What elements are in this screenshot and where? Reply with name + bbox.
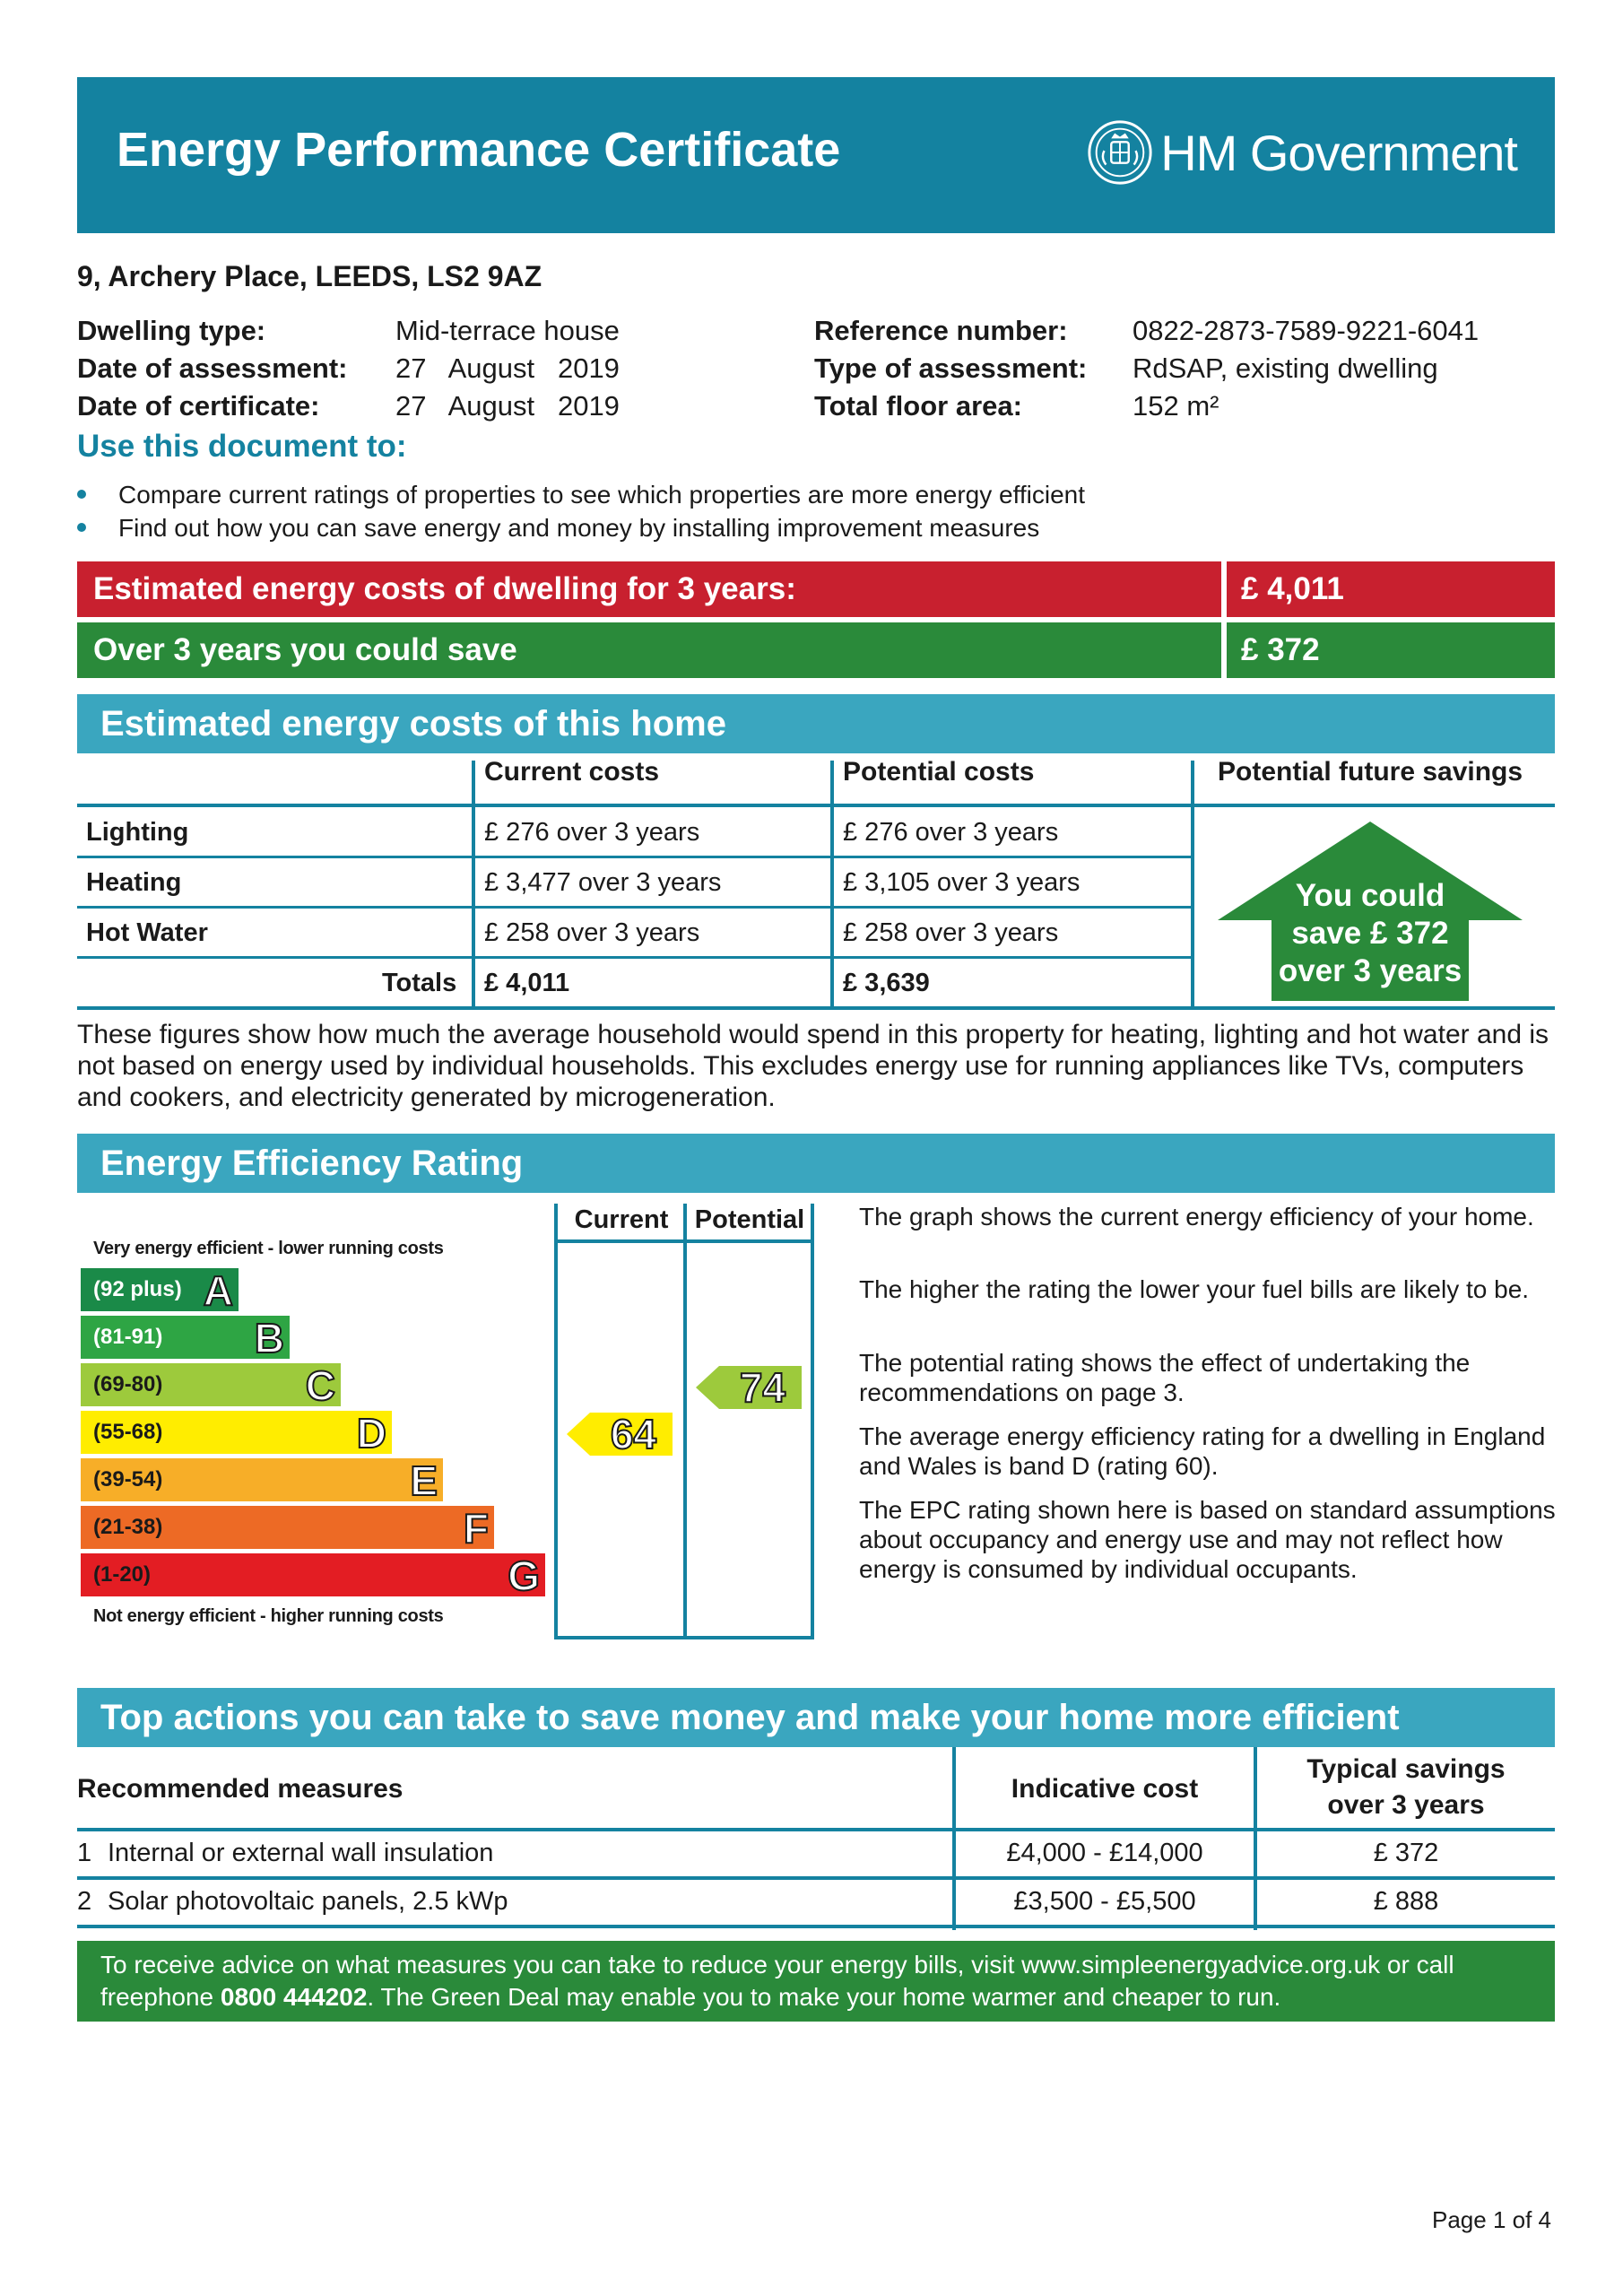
reference-number-label: Reference number: [814,315,1068,346]
band-letter: C [305,1362,335,1409]
total-current-cost: £ 4,011 [484,969,570,997]
savings-header-sub: over 3 years [1327,1790,1485,1820]
assessment-date-label: Date of assessment: [77,352,348,384]
list-item: Find out how you can save energy and money by installing improvement measures [77,511,1085,544]
band-range: (69-80) [93,1372,163,1396]
certificate-date-value: 27 August 2019 [395,390,620,422]
efficient-note: Very energy efficient - lower running costs [93,1239,444,1258]
chart-frame [554,1636,814,1639]
lighting-current-cost: £ 276 over 3 years [484,818,700,847]
measure-name: Internal or external wall insulation [108,1839,494,1867]
total-potential-cost: £ 3,639 [843,969,930,997]
hot-water-potential-cost: £ 258 over 3 years [843,918,1059,947]
row-divider [77,956,1191,959]
heating-label: Heating [86,868,182,897]
band-letter: G [508,1552,540,1599]
savings-header: Typical savings [1306,1754,1506,1784]
heating-current-cost: £ 3,477 over 3 years [484,868,722,897]
band-letter: F [463,1505,489,1552]
savings-arrow-line: over 3 years [1278,953,1462,988]
savings-arrow-line: save £ 372 [1291,916,1449,951]
band-letter: A [203,1267,233,1314]
current-rating-value: 64 [610,1410,656,1457]
freephone-number: 0800 444202 [220,1983,368,2011]
estimated-cost-label: Estimated energy costs of dwelling for 3 years: [77,561,1221,617]
advice-text: To receive advice on what measures you can take to reduce your energy bills, visit www.simpleenergyadvice.org.uk or call freephone [100,1951,1454,2011]
band-range: (92 plus) [93,1277,182,1301]
page-number: Page 1 of 4 [1432,2206,1551,2233]
brand-text: HM Government [1160,124,1517,181]
hm-government-logo [1085,117,1517,188]
row-divider [77,1828,1555,1831]
rating-band-c [81,1362,341,1409]
actions-section-heading: Top actions you can take to save money and make your home more efficient [77,1688,1555,1747]
row-divider [77,856,1191,858]
row-divider [77,1006,1555,1010]
measure-cost: £4,000 - £14,000 [1006,1839,1203,1867]
measures-header: Recommended measures [77,1774,404,1804]
assessment-type-value: RdSAP, existing dwelling [1133,352,1438,384]
savings-arrow-text [1216,877,1524,990]
measure-saving: £ 372 [1373,1839,1439,1867]
assessment-date-value: 27 August 2019 [395,352,620,384]
band-range: (1-20) [93,1562,152,1587]
band-letter: E [410,1457,438,1504]
band-range: (55-68) [93,1420,163,1444]
royal-crest-icon [1085,117,1155,187]
row-divider [77,906,1191,909]
use-document-heading: Use this document to: [77,429,407,464]
band-range: (21-38) [93,1515,163,1539]
dwelling-type-value: Mid-terrace house [395,315,620,346]
rating-band-e [81,1457,443,1504]
measure-cost: £3,500 - £5,500 [1013,1887,1196,1916]
band-letter: D [356,1410,386,1457]
row-divider [77,1925,1555,1928]
potential-costs-header: Potential costs [843,757,1035,787]
use-document-list [77,478,1085,544]
estimated-cost-bar [77,561,1555,617]
dwelling-type-label: Dwelling type: [77,315,266,346]
list-item: Compare current ratings of properties to see which properties are more energy efficient [77,478,1085,511]
rating-band-b [81,1316,290,1359]
current-rating-badge [567,1410,673,1457]
potential-column-header: Potential [694,1205,805,1234]
floor-area-value: 152 m² [1133,390,1219,422]
column-divider [1191,761,1194,1010]
hot-water-label: Hot Water [86,918,208,947]
band-range: (39-54) [93,1467,163,1492]
future-savings-header: Potential future savings [1218,757,1523,787]
column-divider [472,761,475,1010]
chart-frame [811,1204,814,1639]
rating-explanation: The average energy efficiency rating for a dwelling in England and Wales is band D (rating 60). [859,1422,1546,1480]
chart-frame [683,1204,687,1639]
cost-header: Indicative cost [1011,1774,1199,1804]
row-divider [77,1876,1555,1880]
floor-area-label: Total floor area: [814,390,1022,422]
measure-number: 2 [77,1887,92,1916]
current-column-header: Current [574,1205,669,1234]
rating-band-d [81,1410,392,1457]
band-range: (81-91) [93,1325,163,1349]
rating-band-g [81,1552,545,1599]
advice-banner [77,1941,1555,2022]
potential-saving-value: £ 372 [1227,622,1555,678]
lighting-label: Lighting [86,818,189,847]
heating-potential-cost: £ 3,105 over 3 years [843,868,1081,897]
totals-label: Totals [382,969,457,997]
chart-frame [554,1204,558,1639]
measure-name: Solar photovoltaic panels, 2.5 kWp [108,1887,508,1916]
rating-band-a [81,1267,239,1314]
assessment-type-label: Type of assessment: [814,352,1088,384]
potential-rating-value: 74 [739,1363,785,1411]
reference-number-value: 0822-2873-7589-9221-6041 [1133,315,1480,346]
rating-band-f [81,1505,494,1552]
measure-number: 1 [77,1839,92,1867]
costs-section-heading: Estimated energy costs of this home [77,694,1555,753]
potential-rating-badge [696,1363,802,1411]
potential-saving-bar [77,622,1555,678]
property-address: 9, Archery Place, LEEDS, LS2 9AZ [77,260,542,292]
measure-saving: £ 888 [1373,1887,1439,1916]
chart-frame [554,1239,814,1243]
estimated-cost-value: £ 4,011 [1227,561,1555,617]
rating-explanation: The graph shows the current energy efficiency of your home. [859,1203,1534,1231]
row-divider [77,804,1555,807]
rating-explanation: The potential rating shows the effect of undertaking the recommendations on page 3. [859,1349,1471,1406]
hot-water-current-cost: £ 258 over 3 years [484,918,700,947]
savings-arrow-line: You could [1295,878,1445,913]
potential-saving-label: Over 3 years you could save [77,622,1221,678]
column-divider [830,761,834,1010]
rating-explanation: The higher the rating the lower your fuel bills are likely to be. [859,1275,1530,1303]
inefficient-note: Not energy efficient - higher running costs [93,1606,444,1626]
advice-text-end: . The Green Deal may enable you to make your home warmer and cheaper to run. [367,1983,1281,2011]
current-costs-header: Current costs [484,757,660,787]
rating-explanation: The EPC rating shown here is based on standard assumptions about occupancy and energy use and may not reflect how energy is consumed by individual occupants. [859,1496,1556,1583]
band-letter: B [254,1315,284,1361]
certificate-date-label: Date of certificate: [77,390,320,422]
page-title: Energy Performance Certificate [117,123,841,177]
certificate-header [77,77,1555,233]
rating-section-heading: Energy Efficiency Rating [77,1134,1555,1193]
costs-explanation: These figures show how much the average household would spend in this property for heating, lighting and hot water and is not based on energy used by individual households. This excludes energy use for running appliances like TVs, computers and cookers, and electricity generated by microgeneration. [77,1020,1549,1112]
lighting-potential-cost: £ 276 over 3 years [843,818,1059,847]
